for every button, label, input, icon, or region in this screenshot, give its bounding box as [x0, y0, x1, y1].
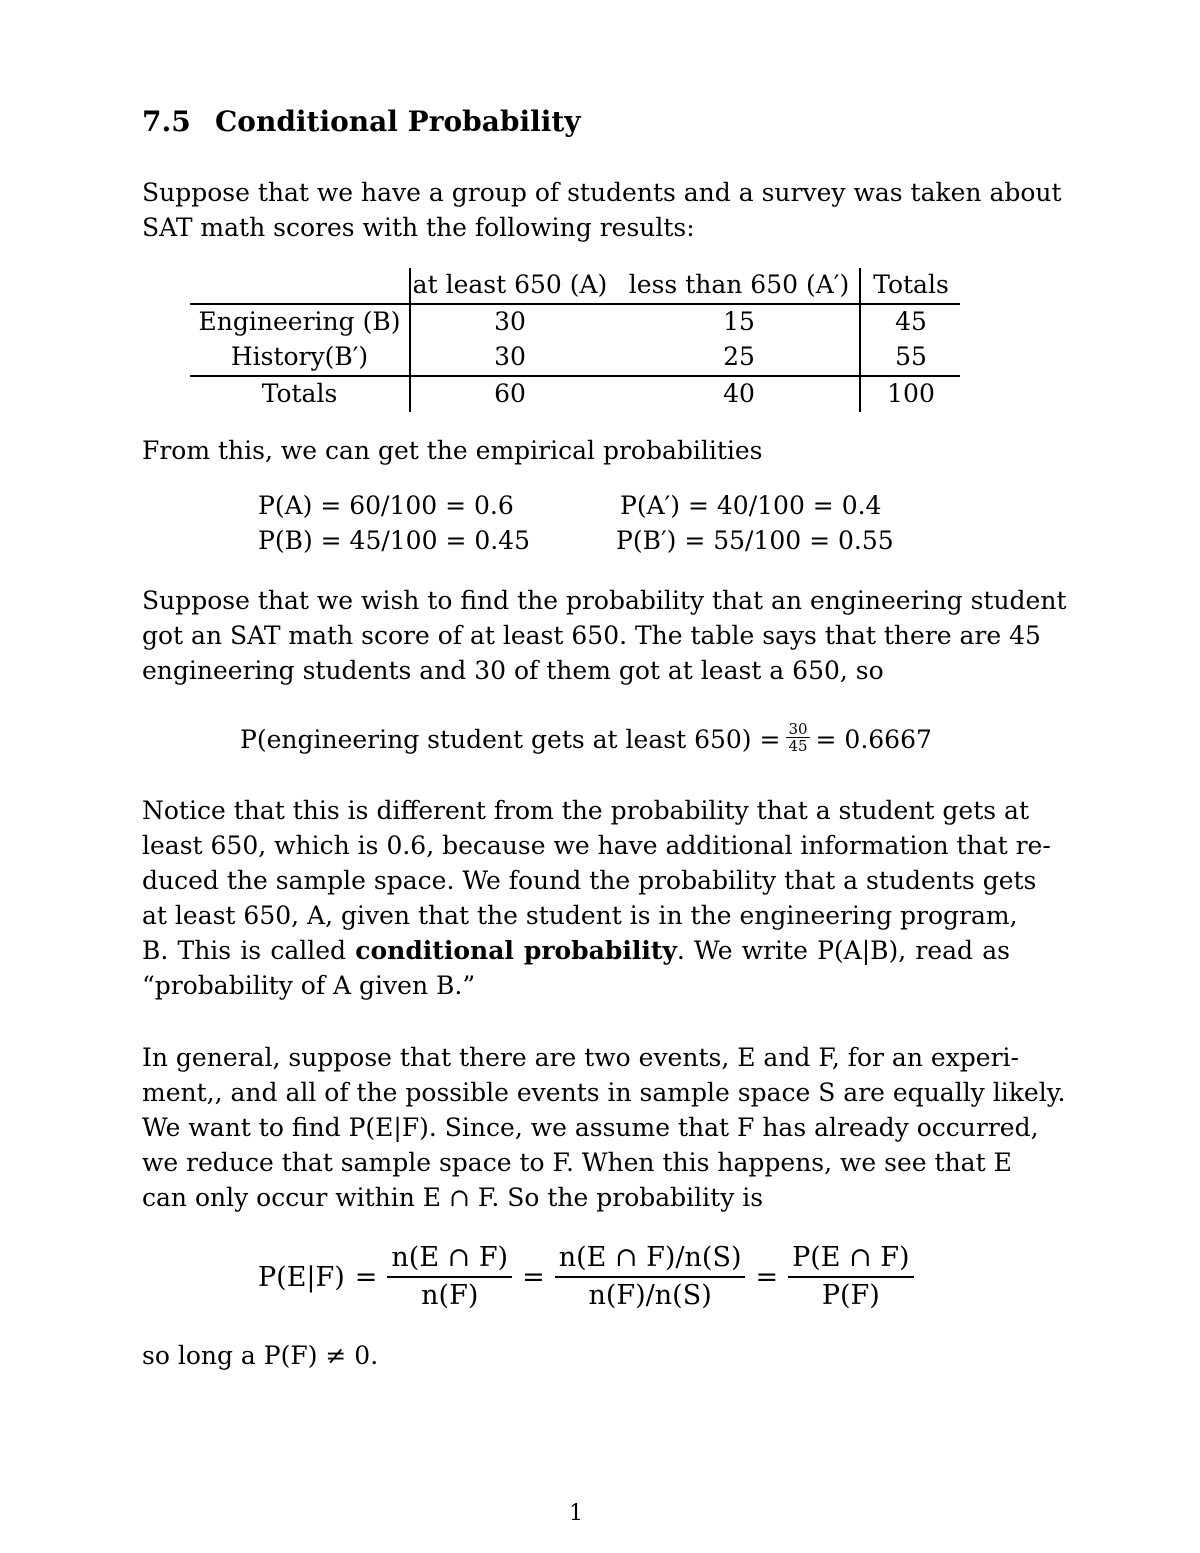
prob-b-complement: P(B′) = 55/100 = 0.55 [616, 526, 894, 555]
fraction-numerator: P(E ∩ F) [788, 1240, 913, 1278]
table-cell: 40 [723, 379, 755, 408]
paragraph-line: Suppose that we wish to find the probability that an engineering student [142, 586, 1067, 615]
conditional-probability-formula [258, 1240, 914, 1314]
section-title: Conditional Probability [215, 105, 581, 138]
prob-a-complement: P(A′) = 40/100 = 0.4 [620, 491, 882, 520]
table-cell: 30 [494, 342, 526, 371]
paragraph-line: Notice that this is different from the probability that a student gets at [142, 796, 1029, 825]
table-row-label: Engineering (B) [198, 307, 401, 336]
fraction-denominator: P(F) [821, 1280, 880, 1311]
paragraph-line: got an SAT math score of at least 650. The table says that there are 45 [142, 621, 1041, 650]
engineering-paragraph [142, 583, 1067, 688]
fraction-numerator: n(E ∩ F) [387, 1240, 512, 1278]
table-cell: 45 [895, 307, 927, 336]
formula-lhs: P(E|F) [258, 1261, 345, 1293]
paragraph-line: In general, suppose that there are two events, E and F, for an experi- [142, 1043, 1019, 1072]
table-header-atleast: at least 650 (A) [412, 270, 608, 299]
empirical-intro: From this, we can get the empirical probabilities [142, 436, 763, 465]
paragraph-line: at least 650, A, given that the student is in the engineering program, [142, 901, 1018, 930]
equals-sign: = [522, 1261, 545, 1293]
paragraph-line [142, 933, 1010, 968]
paragraph-line: duced the sample space. We found the probability that a students gets [142, 866, 1037, 895]
table-cell: 30 [494, 307, 526, 336]
table-header-totals: Totals [873, 270, 949, 299]
equals-sign: = [755, 1261, 779, 1293]
intro-line-2: SAT math scores with the following results: [142, 213, 695, 242]
paragraph-line: We want to find P(E|F). Since, we assume that F has already occurred, [142, 1113, 1039, 1142]
fraction-numerator: 30 [788, 720, 808, 738]
paragraph-line: we reduce that sample space to F. When this happens, we see that E [142, 1148, 1012, 1177]
line-segment: . We write P(A|B), read as [676, 936, 1010, 965]
closing-condition: so long a P(F) ≠ 0. [142, 1341, 379, 1370]
intro-line-1: Suppose that we have a group of students and a survey was taken about [142, 178, 1062, 207]
intro-paragraph [142, 175, 1062, 245]
line-segment: B. This is called [142, 936, 347, 965]
table-label-divider [409, 268, 411, 412]
fraction-30-45 [786, 721, 809, 754]
equation-rhs: = 0.6667 [815, 725, 932, 754]
paragraph-line: engineering students and 30 of them got at least a 650, so [142, 656, 884, 685]
paragraph-line: least 650, which is 0.6, because we have additional information that re- [142, 831, 1051, 860]
paragraph-line: can only occur within E ∩ F. So the probability is [142, 1183, 764, 1212]
equals-sign: = [354, 1261, 378, 1293]
section-number: 7.5 [142, 105, 191, 138]
fraction-denominator: n(F)/n(S) [588, 1280, 712, 1311]
fraction-ratio [555, 1240, 746, 1314]
table-totals-divider [859, 268, 861, 412]
conditional-paragraph [142, 793, 1051, 1003]
fraction-denominator: n(F) [421, 1280, 479, 1311]
page-number: 1 [569, 1501, 583, 1526]
fraction-denominator: 45 [788, 737, 808, 755]
table-cell: 15 [723, 307, 755, 336]
table-cell: 100 [887, 379, 935, 408]
table-cell: 55 [895, 342, 927, 371]
prob-b: P(B) = 45/100 = 0.45 [258, 526, 530, 555]
general-paragraph [142, 1040, 1066, 1215]
fraction-counts [387, 1240, 512, 1314]
paragraph-line: “probability of A given B.” [142, 971, 476, 1000]
table-header-lessthan: less than 650 (A′) [628, 270, 850, 299]
fraction-numerator: n(E ∩ F)/n(S) [555, 1240, 746, 1278]
table-row-label: History(B′) [230, 342, 369, 371]
table-cell: 25 [723, 342, 755, 371]
paragraph-line: ment,, and all of the possible events in sample space S are equally likely. [142, 1078, 1066, 1107]
engineering-equation [240, 722, 932, 757]
fraction-probabilities [788, 1240, 913, 1314]
table-cell: 60 [494, 379, 526, 408]
survey-table [190, 268, 960, 412]
equation-lhs: P(engineering student gets at least 650) = [240, 725, 781, 754]
term-conditional-probability: conditional probability [355, 936, 677, 965]
prob-a: P(A) = 60/100 = 0.6 [258, 491, 514, 520]
table-row-label: Totals [261, 379, 338, 408]
